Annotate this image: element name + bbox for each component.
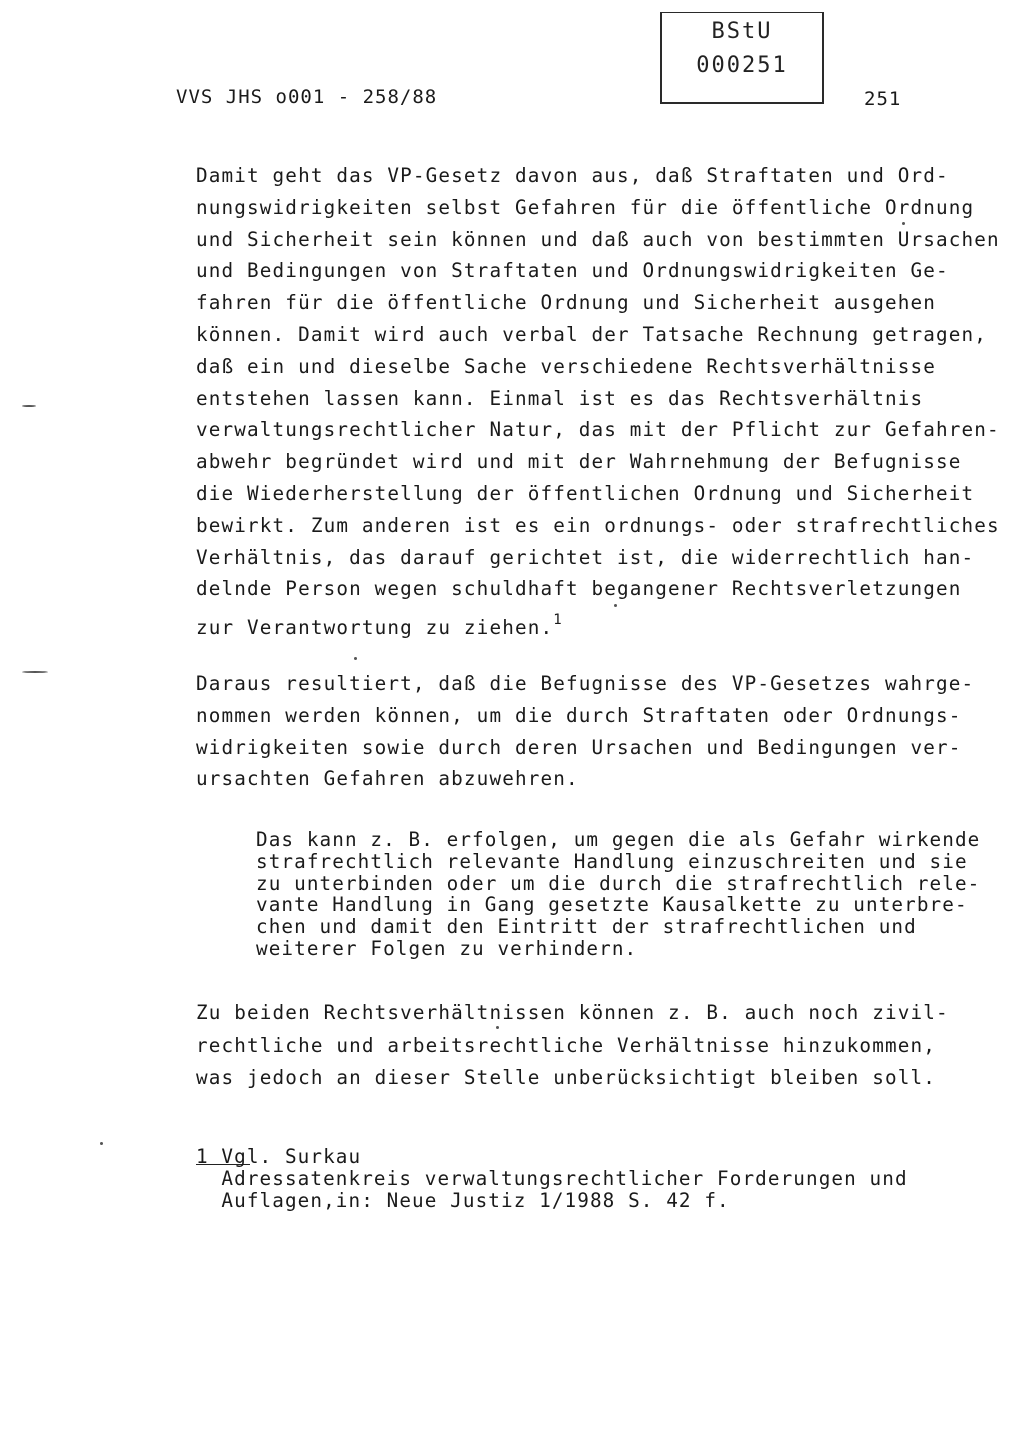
footnote: 1 Vgl. Surkau Adressatenkreis verwaltungsrechtlicher Forderungen und Auflagen,in: Neue Justiz 1/1988 S. 42 f. <box>196 1145 908 1212</box>
scan-speck <box>22 671 48 673</box>
body-paragraph-1 <box>196 160 1000 644</box>
footnote-reference: 1 <box>553 612 563 629</box>
body-paragraph-3: Zu beiden Rechtsverhältnissen können z. B. auch noch zivil- rechtliche und arbeitsrechtliche Verhältnisse hinzukommen, was jedoch an dieser Stelle unberücksichtigt bleiben soll. <box>196 1001 949 1089</box>
page-number: 251 <box>864 88 902 110</box>
scan-speck <box>354 657 357 660</box>
scan-speck <box>496 1026 499 1029</box>
scan-speck <box>902 222 905 225</box>
scan-speck <box>100 1142 103 1145</box>
body-paragraph-2: Daraus resultiert, daß die Befugnisse des VP-Gesetzes wahrge- nommen werden können, um die durch Straftaten oder Ordnungs- widrigkeiten sowie durch deren Ursachen und Bedingungen ver- ursachten Gefahren abzuwehren. <box>196 672 975 791</box>
scan-speck <box>614 604 617 607</box>
indented-note: Das kann z. B. erfolgen, um gegen die als Gefahr wirkende strafrechtlich relevante Handlung einzuschreiten und sie zu unterbinden oder um die durch die strafrechtlich rele- vante Handlung in Gang gesetzte Kausalkette zu unterbre- chen und damit den Eintritt der strafrechtlichen und weiterer Folgen zu verhindern. <box>256 828 981 960</box>
archive-stamp <box>660 12 824 104</box>
paragraph-1-text: Damit geht das VP-Gesetz davon aus, daß Straftaten und Ord- nungswidrigkeiten selbst Gefahren für die öffentliche Ordnung und Sicherheit sein können und daß auch von bestimmten Ursachen und Bedingungen von Straftaten und Ordnungswidrigkeiten Ge- fahren für die öffentliche Ordnung und Sicherheit ausgehen können. Damit wird auch verbal der Tatsache Rechnung getragen, daß ein und dieselbe Sache verschiedene Rechtsverhältnisse entstehen lassen kann. Einmal ist es das Rechtsverhältnis verwaltungsrechtlicher Natur, das mit der Pflicht zur Gefahren- abwehr begründet wird und mit der Wahrnehmung der Befugnisse die Wiederherstellung der öffentlichen Ordnung und Sicherheit bewirkt. Zum anderen ist es ein ordnungs- oder strafrechtliches Verhältnis, das darauf gerichtet ist, die widerrechtlich han- delnde Person wegen schuldhaft begangener Rechtsverletzungen zur Verantwortung zu ziehen. <box>196 164 1000 640</box>
scan-speck <box>22 405 36 407</box>
document-header-reference: VVS JHS o001 - 258/88 <box>176 86 438 108</box>
stamp-page-id: 000251 <box>696 53 788 78</box>
stamp-agency-label: BStU <box>711 19 773 44</box>
